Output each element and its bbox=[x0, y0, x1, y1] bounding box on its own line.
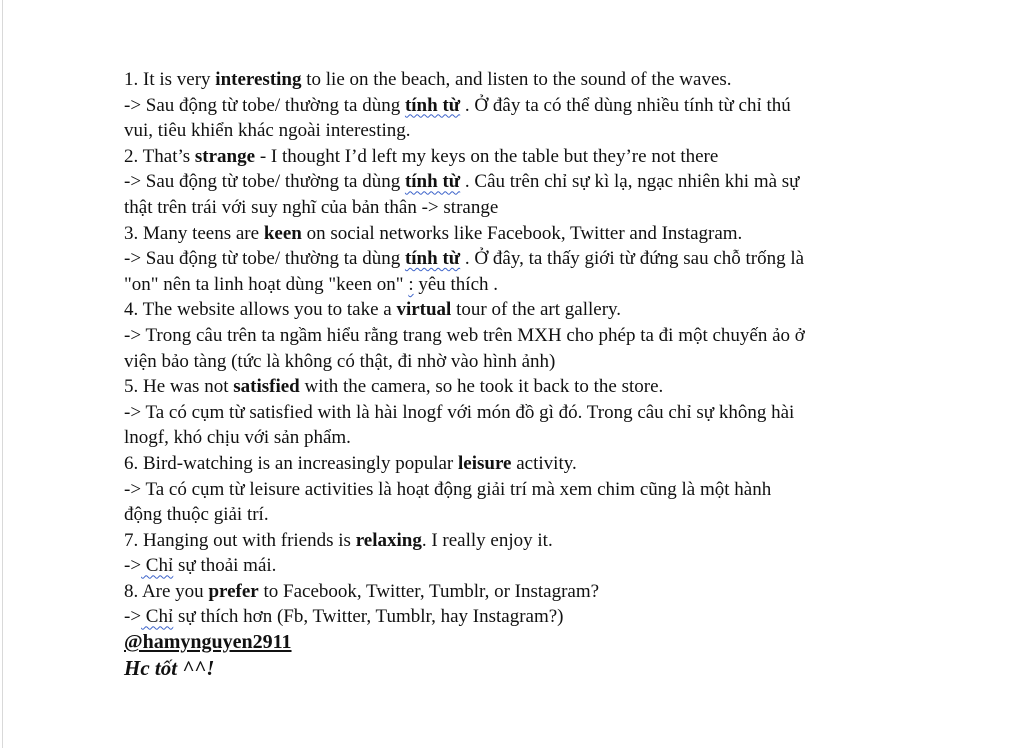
text-run: -> bbox=[124, 606, 142, 628]
text-run: thật trên trái với suy nghĩ của bản thân -> strange bbox=[124, 196, 499, 218]
text-run: -> bbox=[124, 555, 142, 577]
text-run: vui, tiêu khiển khác ngoài interesting. bbox=[124, 120, 411, 142]
text-run: -> Ta có cụm từ satisfied with là hài lnogf với món đồ gì đó. Trong câu chỉ sự không hài bbox=[124, 401, 795, 423]
text-run: 3. Many teens are bbox=[124, 222, 264, 244]
text-run: -> Sau động từ tobe/ thường ta dùng bbox=[124, 94, 405, 116]
text-line bbox=[124, 502, 944, 528]
closing-text: Hc tốt ^^! bbox=[124, 655, 215, 680]
text-run: động thuộc giải trí. bbox=[124, 504, 269, 526]
keyword: tính từ bbox=[404, 94, 461, 116]
spellcheck-mark: : bbox=[408, 273, 414, 295]
text-run: to lie on the beach, and listen to the sound of the waves. bbox=[301, 69, 732, 90]
text-run: lnogf, khó chịu với sản phẩm. bbox=[124, 427, 351, 449]
text-run: activity. bbox=[511, 452, 577, 474]
text-run: - I thought I’d left my keys on the table but they’re not there bbox=[255, 145, 719, 167]
text-line bbox=[124, 400, 944, 426]
text-line bbox=[124, 604, 944, 630]
text-run: . Câu trên chỉ sự kì lạ, ngạc nhiên khi mà sự bbox=[460, 171, 800, 193]
text-line bbox=[124, 374, 944, 400]
signature-line bbox=[124, 630, 944, 656]
text-run: viện bảo tàng (tức là không có thật, đi nhờ vào hình ảnh) bbox=[124, 350, 556, 372]
text-run: 5. He was not bbox=[124, 376, 234, 398]
text-run: -> Ta có cụm từ leisure activities là hoạt động giải trí mà xem chim cũng là một hành bbox=[124, 478, 772, 500]
text-run: 7. Hanging out with friends is bbox=[124, 529, 356, 551]
text-run: sự thích hơn (Fb, Twitter, Tumblr, hay Instagram?) bbox=[173, 606, 564, 628]
text-run: yêu thích . bbox=[413, 273, 499, 295]
answer-word: strange bbox=[194, 145, 256, 167]
text-run: . Ở đây, ta thấy giới từ đứng sau chỗ trống là bbox=[460, 248, 805, 270]
answer-word: relaxing bbox=[355, 529, 422, 551]
text-line bbox=[124, 323, 944, 349]
answer-word: virtual bbox=[396, 299, 452, 321]
text-line bbox=[124, 528, 944, 554]
answer-word: interesting bbox=[215, 69, 302, 90]
text-line bbox=[124, 349, 944, 375]
text-run: on social networks like Facebook, Twitter and Instagram. bbox=[301, 222, 743, 244]
closing-line bbox=[124, 656, 944, 683]
text-run: "on" nên ta linh hoạt dùng "keen on" bbox=[124, 273, 409, 295]
text-run: 4. The website allows you to take a bbox=[124, 299, 397, 321]
keyword: tính từ bbox=[404, 248, 461, 270]
text-line bbox=[124, 67, 944, 93]
spellcheck-mark: Chỉ bbox=[141, 555, 174, 577]
text-line bbox=[124, 477, 944, 503]
text-line bbox=[124, 195, 944, 221]
author-handle: @hamynguyen2911 bbox=[124, 631, 292, 654]
text-run: with the camera, so he took it back to the store. bbox=[299, 376, 664, 398]
text-run: 2. That’s bbox=[124, 145, 195, 167]
text-run: -> Sau động từ tobe/ thường ta dùng bbox=[124, 171, 405, 193]
text-line bbox=[124, 272, 944, 298]
text-line bbox=[124, 93, 944, 119]
text-line bbox=[124, 221, 944, 247]
text-run: -> Trong câu trên ta ngầm hiểu rằng trang web trên MXH cho phép ta đi một chuyến ảo ở bbox=[124, 324, 805, 346]
text-line bbox=[124, 246, 944, 272]
text-line bbox=[124, 553, 944, 579]
text-line bbox=[124, 297, 944, 323]
text-run: tour of the art gallery. bbox=[451, 299, 622, 321]
answer-word: keen bbox=[263, 222, 302, 244]
page-left-edge bbox=[2, 0, 3, 748]
text-run: . Ở đây ta có thể dùng nhiều tính từ chỉ thú bbox=[460, 94, 791, 116]
text-run: 8. Are you bbox=[124, 580, 209, 602]
text-run: -> Sau động từ tobe/ thường ta dùng bbox=[124, 248, 405, 270]
document-body bbox=[124, 67, 944, 682]
spellcheck-mark: Chỉ bbox=[141, 606, 174, 628]
text-line bbox=[124, 169, 944, 195]
text-line bbox=[124, 451, 944, 477]
text-run: 6. Bird-watching is an increasingly popular bbox=[124, 452, 459, 474]
answer-word: prefer bbox=[208, 580, 259, 602]
text-run: sự thoải mái. bbox=[173, 555, 277, 577]
answer-word: leisure bbox=[458, 452, 512, 474]
text-run: . I really enjoy it. bbox=[421, 529, 553, 551]
text-line bbox=[124, 579, 944, 605]
answer-word: satisfied bbox=[233, 376, 300, 398]
text-line bbox=[124, 118, 944, 144]
text-line bbox=[124, 425, 944, 451]
text-run: 1. It is very bbox=[124, 69, 216, 90]
keyword: tính từ bbox=[404, 171, 461, 193]
text-line bbox=[124, 144, 944, 170]
text-run: to Facebook, Twitter, Tumblr, or Instagram? bbox=[258, 580, 600, 602]
